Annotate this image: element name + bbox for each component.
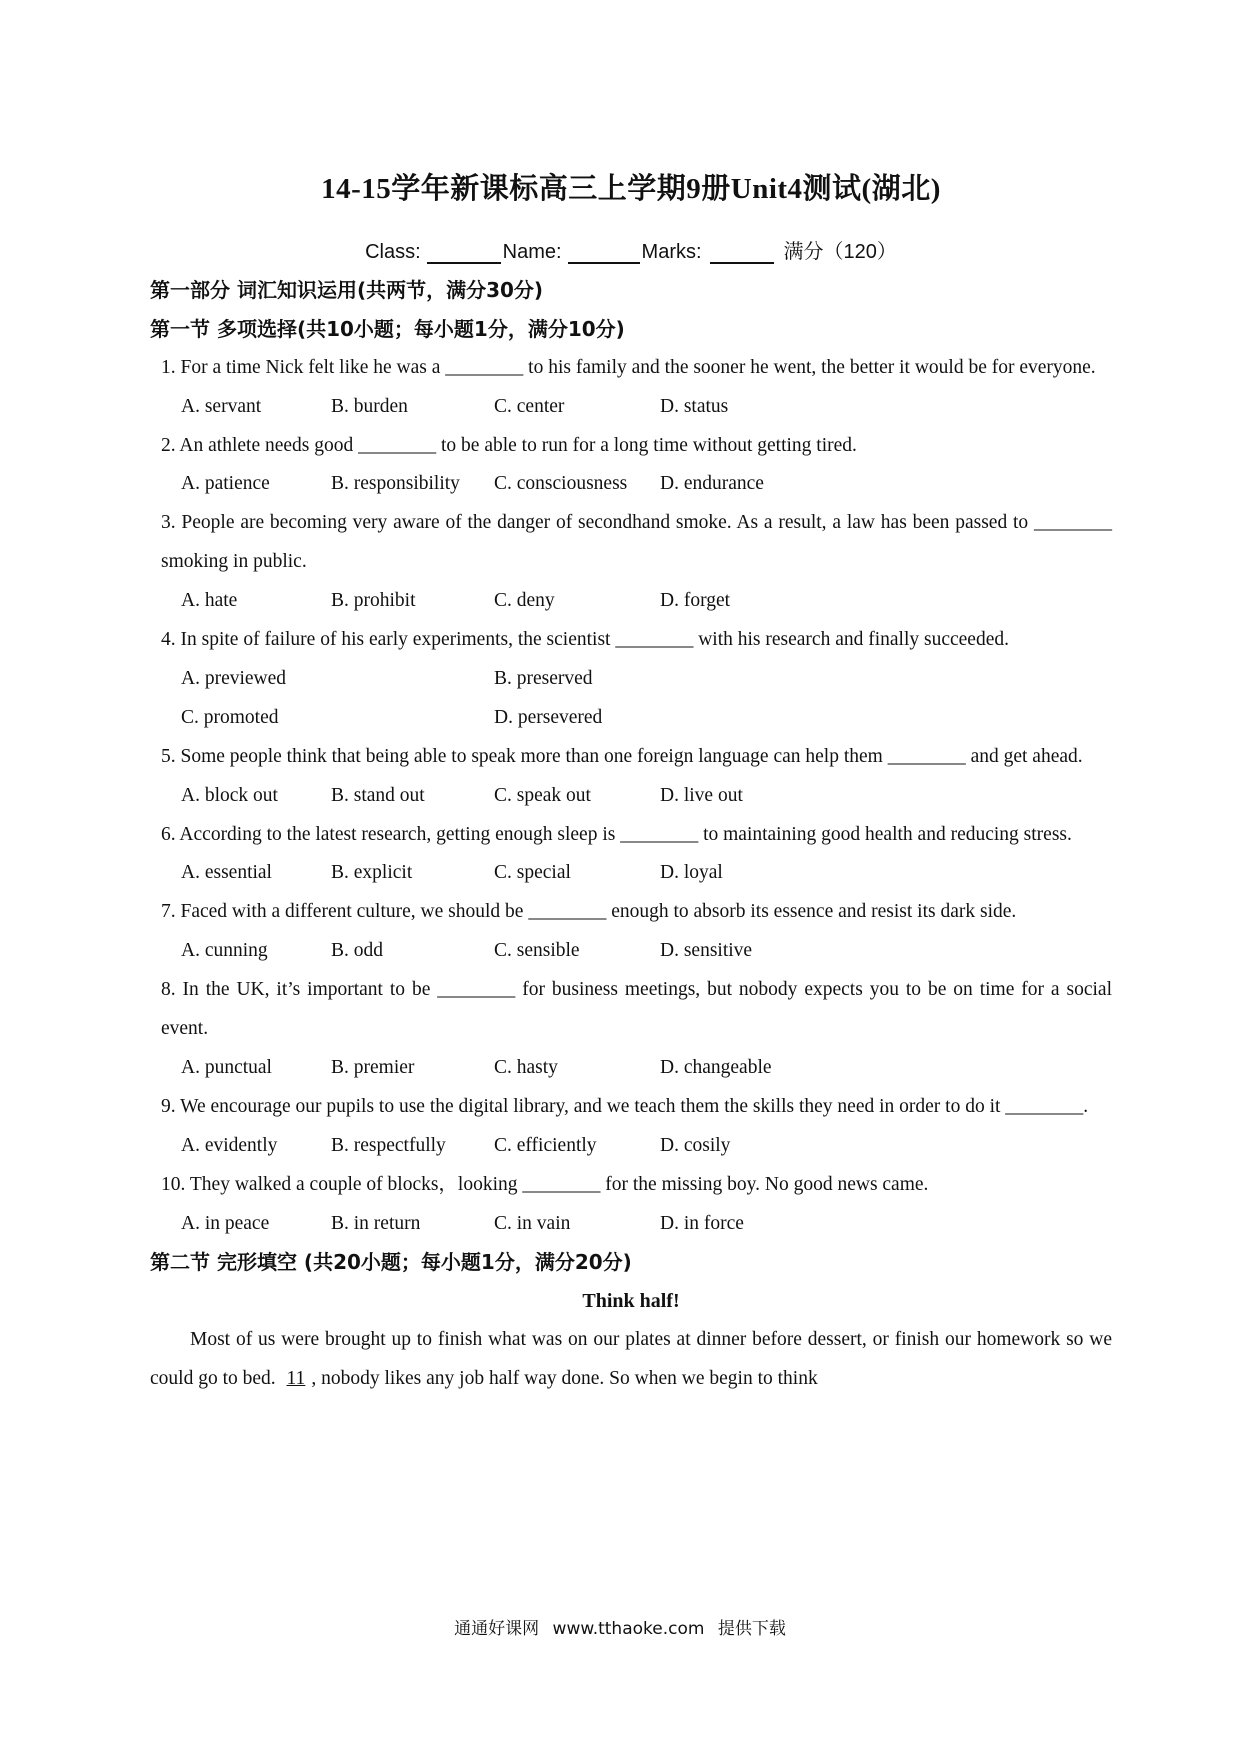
page-title: 14-15学年新课标高三上学期9册Unit4测试(湖北): [321, 173, 941, 205]
part-heading: 第一部分 词汇知识运用(共两节，满分30分): [150, 278, 544, 302]
options-row: [150, 854, 1112, 893]
question-text: 2. An athlete needs good ________ to be able to run for a long time without getting tired.: [161, 434, 857, 456]
option-b[interactable]: B. premier: [331, 1056, 415, 1078]
option-c[interactable]: C. efficiently: [494, 1134, 597, 1156]
question-text: 6. According to the latest research, getting enough sleep is ________ to maintaining good health and reducing stress.: [161, 823, 1072, 845]
option-c[interactable]: C. deny: [494, 590, 555, 612]
option-a[interactable]: A. evidently: [181, 1134, 278, 1156]
option-d[interactable]: D. sensitive: [660, 940, 753, 962]
option-c[interactable]: C. sensible: [494, 940, 580, 962]
name-label: Name:: [502, 241, 562, 263]
passage-title: Think half!: [582, 1290, 680, 1313]
option-d[interactable]: D. status: [660, 395, 729, 417]
student-info-line: [150, 233, 1112, 271]
question-text: 4. In spite of failure of his early experiments, the scientist ________ with his research and finally succeeded.: [161, 629, 1009, 651]
passage-text-before: Most of us were brought up to finish what was on our plates at dinner before dessert, or finish our homework so we could go to bed.: [150, 1329, 1112, 1390]
question-text: 9. We encourage our pupils to use the digital library, and we teach them the skills they need in order to do it ________.: [161, 1095, 1089, 1117]
passage-text-after: , nobody likes any job half way done. So when we begin to think: [311, 1368, 818, 1390]
option-b[interactable]: B. prohibit: [331, 590, 416, 612]
options-row: [150, 1049, 1112, 1088]
option-b[interactable]: B. responsibility: [331, 473, 460, 495]
option-b[interactable]: B. preserved: [494, 667, 593, 689]
option-a[interactable]: A. punctual: [181, 1056, 272, 1078]
marks-label: Marks:: [641, 241, 702, 263]
option-d[interactable]: D. loyal: [660, 862, 723, 884]
option-b[interactable]: B. explicit: [331, 862, 413, 884]
name-blank[interactable]: [568, 238, 640, 264]
document-page: [150, 150, 1112, 1399]
question-text: 3. People are becoming very aware of the danger of secondhand smoke. As a result, a law has been passed to ________ smoking in public.: [161, 512, 1112, 573]
options-row: [150, 660, 1112, 699]
option-c[interactable]: C. special: [494, 862, 571, 884]
options-row: [150, 699, 1112, 738]
options-row: [150, 777, 1112, 816]
option-d[interactable]: D. changeable: [660, 1056, 772, 1078]
question-list: [150, 349, 1112, 1244]
option-d[interactable]: D. persevered: [494, 706, 603, 728]
option-d[interactable]: D. live out: [660, 784, 743, 806]
option-a[interactable]: A. previewed: [181, 667, 287, 689]
footer-site-name: 通通好课网: [454, 1619, 540, 1639]
section-heading: 第一节 多项选择(共10小题；每小题1分，满分10分): [150, 316, 625, 341]
option-c[interactable]: C. center: [494, 395, 565, 417]
option-b[interactable]: B. respectfully: [331, 1134, 446, 1156]
option-c[interactable]: C. in vain: [494, 1212, 571, 1234]
options-row: [150, 388, 1112, 427]
option-a[interactable]: A. patience: [181, 473, 270, 495]
passage-text: [150, 1321, 1112, 1399]
option-a[interactable]: A. servant: [181, 395, 262, 417]
page-footer: [0, 1614, 1240, 1639]
options-row: [150, 582, 1112, 621]
options-row: [150, 932, 1112, 971]
option-c[interactable]: C. promoted: [181, 706, 279, 728]
full-marks: 满分（120）: [783, 241, 897, 263]
options-row: [150, 1127, 1112, 1166]
option-b[interactable]: B. stand out: [331, 784, 425, 806]
option-c[interactable]: C. consciousness: [494, 473, 628, 495]
section-heading-cloze: 第二节 完形填空 (共20小题；每小题1分，满分20分): [150, 1250, 632, 1275]
class-label: Class:: [365, 241, 421, 263]
option-a[interactable]: A. cunning: [181, 940, 268, 962]
question-text: 8. In the UK, it’s important to be ________ for business meetings, but nobody expects you to be on time for a social event.: [161, 979, 1112, 1040]
passage-blank: 11: [286, 1368, 306, 1390]
question-text: 1. For a time Nick felt like he was a ________ to his family and the sooner he went, the better it would be for everyone.: [161, 356, 1096, 378]
footer-url: www.tthaoke.com: [552, 1619, 705, 1639]
class-blank[interactable]: [427, 238, 501, 264]
option-a[interactable]: A. block out: [181, 784, 278, 806]
question-text: 10. They walked a couple of blocks，looking ________ for the missing boy. No good news came.: [161, 1173, 929, 1195]
option-c[interactable]: C. speak out: [494, 784, 591, 806]
marks-blank[interactable]: [710, 238, 774, 264]
options-row: [150, 465, 1112, 504]
option-d[interactable]: D. forget: [660, 590, 731, 612]
question-text: 7. Faced with a different culture, we should be ________ enough to absorb its essence and resist its dark side.: [161, 901, 1017, 923]
options-row: [150, 1205, 1112, 1244]
option-c[interactable]: C. hasty: [494, 1056, 558, 1078]
footer-note: 提供下载: [717, 1619, 786, 1639]
option-b[interactable]: B. odd: [331, 940, 384, 962]
question-text: 5. Some people think that being able to speak more than one foreign language can help them ________ and get ahead.: [161, 745, 1083, 767]
option-d[interactable]: D. in force: [660, 1212, 744, 1234]
option-b[interactable]: B. in return: [331, 1212, 421, 1234]
option-a[interactable]: A. in peace: [181, 1212, 270, 1234]
option-a[interactable]: A. essential: [181, 862, 272, 884]
option-b[interactable]: B. burden: [331, 395, 408, 417]
option-d[interactable]: D. endurance: [660, 473, 764, 495]
option-d[interactable]: D. cosily: [660, 1134, 731, 1156]
option-a[interactable]: A. hate: [181, 590, 238, 612]
